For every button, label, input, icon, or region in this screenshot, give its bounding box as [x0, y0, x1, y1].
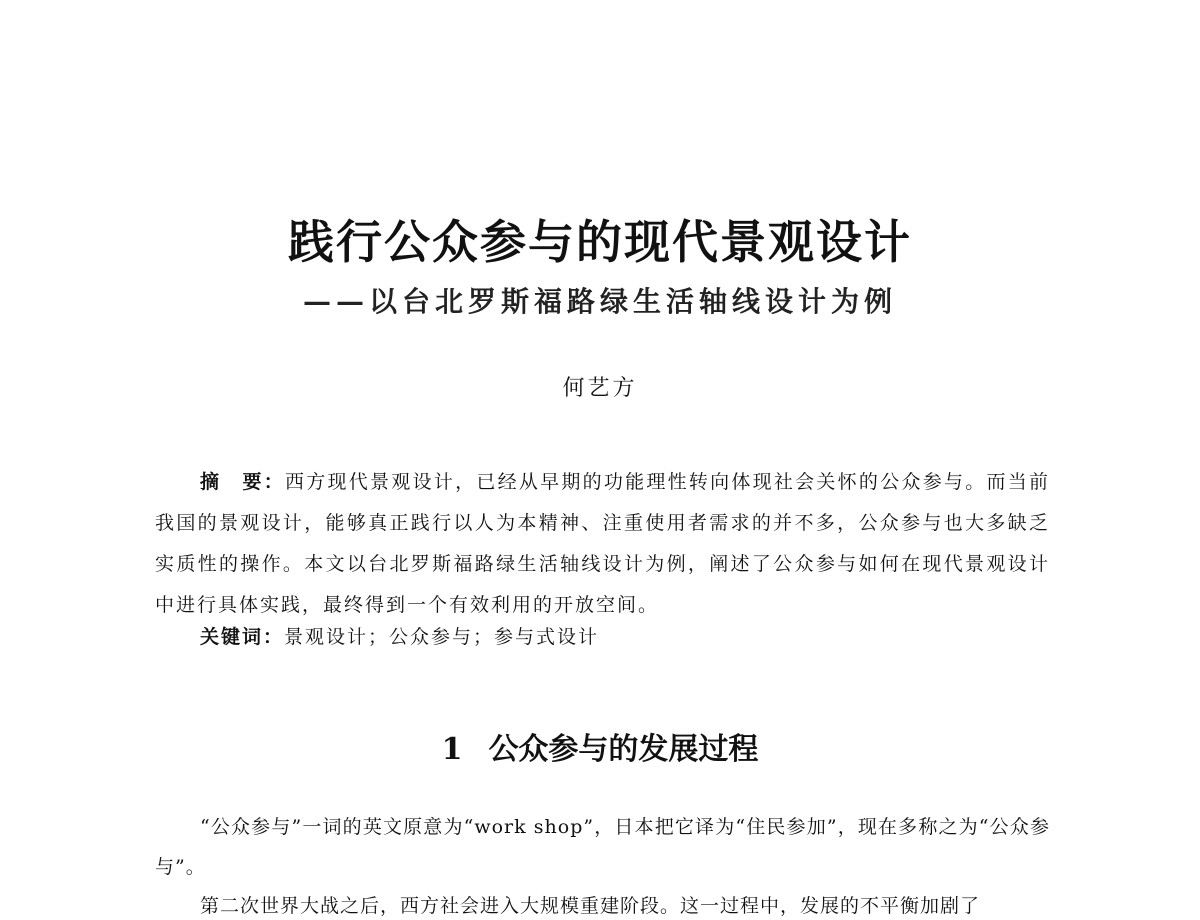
keywords-label: 关键词： — [200, 626, 285, 648]
abstract-text: 西方现代景观设计，已经从早期的功能理性转向体现社会关怀的公众参与。而当前我国的景观设计，能够真正践行以人为本精神、注重使用者需求的并不多，公众参与也大多缺乏实质性的操作。本文以台北罗斯福路绿生活轴线设计为例，阐述了公众参与如何在现代景观设计中进行具体实践，最终得到一个有效利用的开放空间。 — [155, 471, 1050, 616]
keywords — [200, 621, 1050, 653]
body-paragraph: “公众参与”一词的英文原意为“work shop”，日本把它译为“住民参加”，现在多称之为“公众参与”。 — [155, 816, 1050, 878]
section-title: 公众参与的发展过程 — [488, 732, 759, 767]
paper-subtitle: ——以台北罗斯福路绿生活轴线设计为例 — [302, 285, 897, 318]
paper-title: 践行公众参与的现代景观设计 — [288, 215, 912, 269]
section-heading — [0, 728, 1200, 772]
abstract-label: 摘 要： — [200, 471, 286, 493]
body-paragraph: 第二次世界大战之后，西方社会进入大规模重建阶段。这一过程中，发展的不平衡加剧了 — [200, 895, 981, 917]
section-number: 1 — [441, 732, 463, 767]
abstract — [155, 462, 1050, 626]
keywords-text: 景观设计；公众参与；参与式设计 — [284, 626, 600, 648]
paper-author: 何艺方 — [562, 376, 638, 401]
